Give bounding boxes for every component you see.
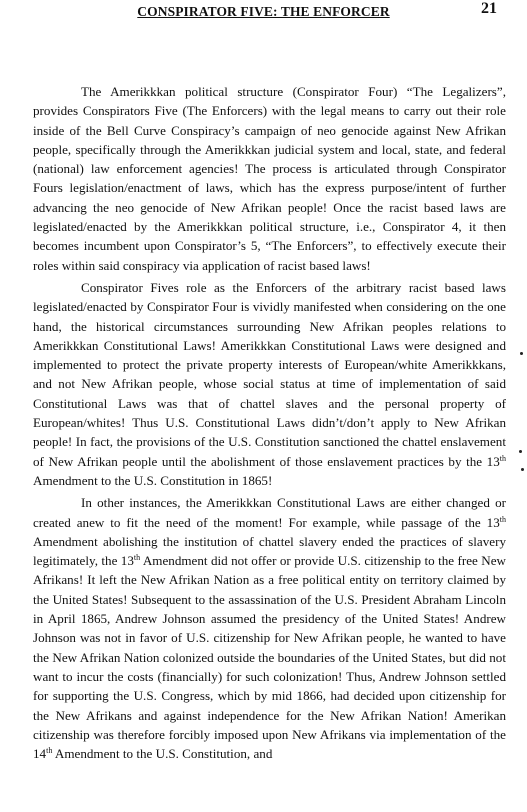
paragraph-text: In other instances, the Amerikkkan Constitutional Laws are either changed or created anew to fit the need of the moment! For example, while passage of the 13	[33, 495, 506, 530]
scan-speck	[520, 352, 523, 355]
ordinal-suffix: th	[499, 514, 506, 524]
paragraph	[33, 278, 506, 490]
paragraph-text: Amendment abolishing the institution of chattel slavery ended the practices of slavery legitimately, the 13	[33, 533, 506, 569]
paragraph-text: Conspirator Fives role as the Enforcers of the arbitrary racist based laws legislated/enacted by Conspirator Four is vividly manifested when considering on the one hand, the historical circumstances surrounding New Afrikan peoples relations to Amerikkkan Constitutional Laws! Amerikkkan Constitutional Laws were designed and implemented to protect the private property interests of European/white Amerikkkans, and not New Afrikan people, whose social status at time of implementation of said Constitutional Laws was that of chattel slaves and the personal property of European/whites! Thus U.S. Constitutional Laws didn’t/don’t apply to New Afrikan people! In fact, the provisions of the U.S. Constitution sanctioned the chattel enslavement of New Afrikan people until the abolishment of those enslavement practices by the 13	[33, 279, 506, 469]
ordinal-suffix: th	[499, 453, 506, 463]
paragraph-text: Amendment did not offer or provide U.S. citizenship to the free New Afrikans! It left the New Afrikan Nation as a free political entity on territory claimed by the United States! Subsequent to the assassination of the U.S. President Abraham Lincoln in April 1865, Andrew Johnson assumed the presidency of the United States! Andrew Johnson was not in favor of U.S. citizenship for New Afrikan people, he wanted to have the New Afrikan Nation colonized outside the boundaries of the United States, but did not want to incur the costs (financially) for such colonization! Thus, Andrew Johnson settled for supporting the U.S. Congress, which by mid 1866, had decided upon citizenship for the New Afrikans and against independence for the New Afrikan Nation! Amerikan citizenship was therefore forcibly imposed upon New Afrikans via implementation of the 14	[33, 553, 506, 762]
scan-speck	[519, 450, 522, 453]
page-number: 21	[481, 0, 497, 17]
paragraph	[33, 493, 506, 763]
paragraph-text: The Amerikkkan political structure (Conspirator Four) “The Legalizers”, provides Conspirators Five (The Enforcers) with the legal means to carry out their role inside of the Bell Curve Conspiracy’s campaign of neo genocide against New Afrikan people, specifically through the Amerikkkan judicial system and local, state, and federal (national) law enforcement agencies! The process is articulated through Conspirator Fours legislation/enactment of laws, which has the express purpose/intent of further advancing the neo genocide of New Afrikan people! Once the racist based laws are legislated/enacted by the Amerikkkan political structure, i.e., Conspirator 4, it then becomes incumbent upon Conspirator’s 5, “The Enforcers”, to effectively execute their roles within said conspiracy via application of racist based laws!	[33, 84, 506, 273]
body-text	[33, 82, 506, 766]
paragraph-text: Amendment to the U.S. Constitution, and	[52, 746, 273, 762]
paragraph	[33, 82, 506, 275]
ordinal-suffix: th	[133, 553, 141, 563]
page-title: CONSPIRATOR FIVE: THE ENFORCER	[137, 4, 390, 19]
paragraph-text: Amendment to the U.S. Constitution in 1865!	[33, 472, 273, 488]
scan-speck	[521, 468, 524, 471]
ordinal-suffix: th	[46, 746, 53, 756]
